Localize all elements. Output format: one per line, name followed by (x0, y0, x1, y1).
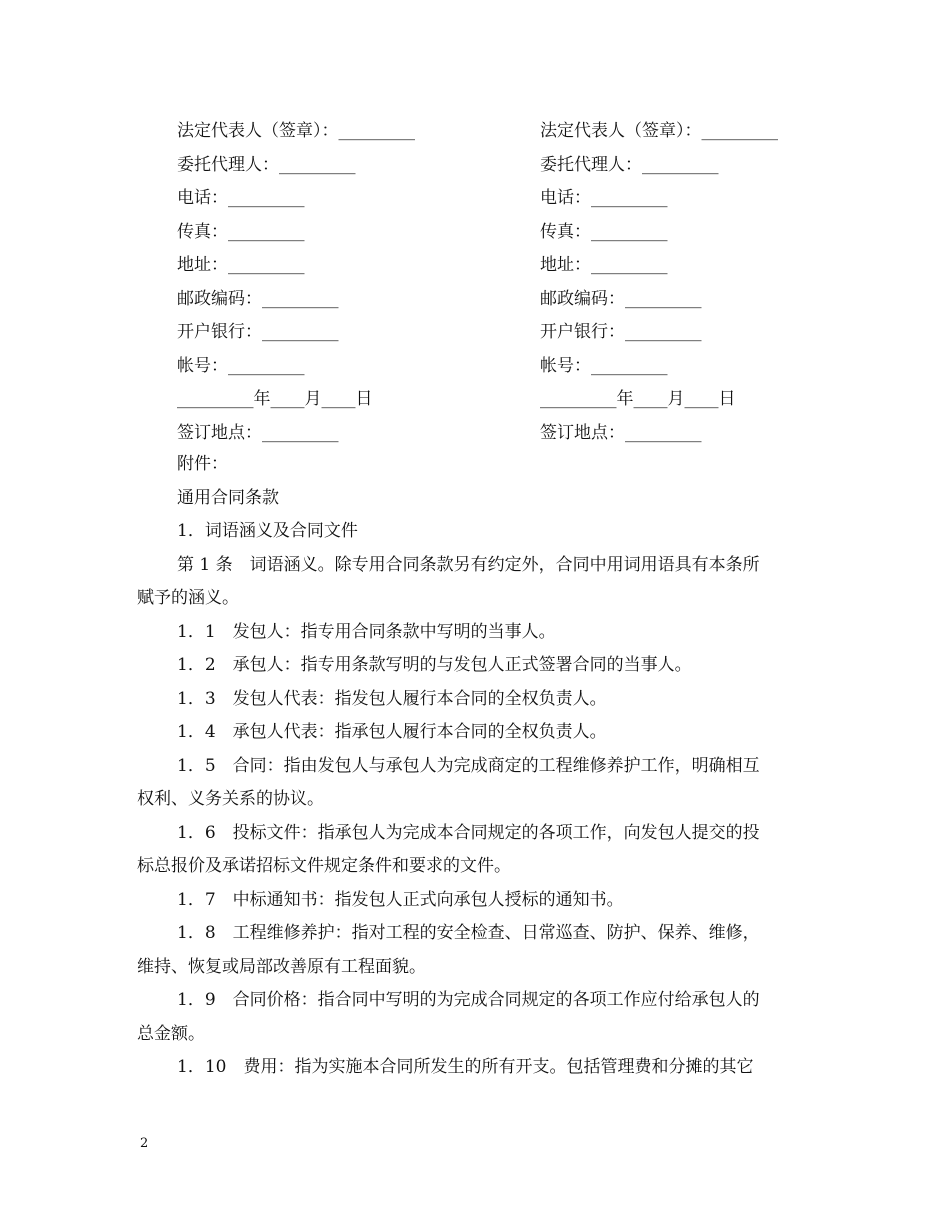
article-1-line-1: 第 1 条 词语涵义。除专用合同条款另有约定外，合同中用词用语具有本条所 (177, 554, 760, 575)
clause-1-9-line-1: 1．9 合同价格：指合同中写明的为完成合同规定的各项工作应付给承包人的 (177, 990, 760, 1010)
right-account: 帐号：_________ (540, 355, 668, 376)
signature-row (177, 115, 817, 149)
clause-1-9-line-2: 总金额。 (137, 1023, 205, 1044)
left-bank: 开户银行：_________ (177, 322, 339, 342)
clause-1-10-line-1: 1．10 费用：指为实施本合同所发生的所有开支。包括管理费和分摊的其它 (177, 1057, 754, 1077)
right-address: 地址：_________ (540, 255, 668, 275)
right-phone: 电话：_________ (540, 188, 668, 208)
signature-row (177, 182, 817, 216)
attachment-label: 附件： (177, 454, 228, 474)
clause-1-5-line-2: 权利、义务关系的协议。 (137, 789, 324, 809)
clause-1-6-line-2: 标总报价及承诺招标文件规定条件和要求的文件。 (137, 856, 511, 876)
left-authorized-agent: 委托代理人：_________ (177, 154, 356, 175)
right-legal-representative: 法定代表人（签章）：_________ (540, 121, 778, 141)
signature-block (177, 115, 817, 450)
right-authorized-agent: 委托代理人：_________ (540, 154, 719, 175)
clause-1-5-line-1: 1．5 合同：指由发包人与承包人为完成商定的工程维修养护工作，明确相互 (177, 755, 760, 776)
clause-1-2: 1．2 承包人：指专用条款写明的与发包人正式签署合同的当事人。 (177, 655, 692, 675)
page-number: 2 (140, 1136, 149, 1151)
clause-1-8-line-2: 维持、恢复或局部改善原有工程面貌。 (137, 956, 426, 977)
general-terms-heading: 通用合同条款 (177, 487, 279, 508)
right-fax: 传真：_________ (540, 221, 668, 242)
clause-1-4: 1．4 承包人代表：指承包人履行本合同的全权负责人。 (177, 722, 607, 742)
right-date: _________年____月____日 (540, 389, 736, 409)
contract-body (137, 448, 814, 1085)
signature-row (177, 283, 817, 317)
right-postal-code: 邮政编码：_________ (540, 288, 702, 309)
left-date: _________年____月____日 (177, 389, 373, 409)
right-signing-place: 签订地点：_________ (540, 422, 702, 443)
right-bank: 开户银行：_________ (540, 322, 702, 342)
clause-1-8-line-1: 1．8 工程维修养护：指对工程的安全检查、日常巡查、防护、保养、维修， (177, 923, 760, 943)
clause-1-1: 1．1 发包人：指专用合同条款中写明的当事人。 (177, 621, 556, 642)
left-address: 地址：_________ (177, 255, 305, 275)
signature-row (177, 216, 817, 250)
article-1-line-2: 赋予的涵义。 (137, 588, 239, 608)
section-heading: 1．词语涵义及合同文件 (177, 521, 358, 541)
signature-row (177, 249, 817, 283)
clause-1-6-line-1: 1．6 投标文件：指承包人为完成本合同规定的各项工作，向发包人提交的投 (177, 822, 760, 843)
signature-row (177, 316, 817, 350)
signature-row (177, 149, 817, 183)
left-legal-representative: 法定代表人（签章）：_________ (177, 121, 415, 141)
left-phone: 电话：_________ (177, 188, 305, 208)
left-fax: 传真：_________ (177, 221, 305, 242)
left-postal-code: 邮政编码：_________ (177, 288, 339, 309)
signature-row (177, 350, 817, 384)
clause-1-7: 1．7 中标通知书：指发包人正式向承包人授标的通知书。 (177, 889, 624, 910)
signature-row (177, 383, 817, 417)
signature-row (177, 417, 817, 451)
clause-1-3: 1．3 发包人代表：指发包人履行本合同的全权负责人。 (177, 688, 607, 709)
left-signing-place: 签订地点：_________ (177, 422, 339, 443)
left-account: 帐号：_________ (177, 355, 305, 376)
